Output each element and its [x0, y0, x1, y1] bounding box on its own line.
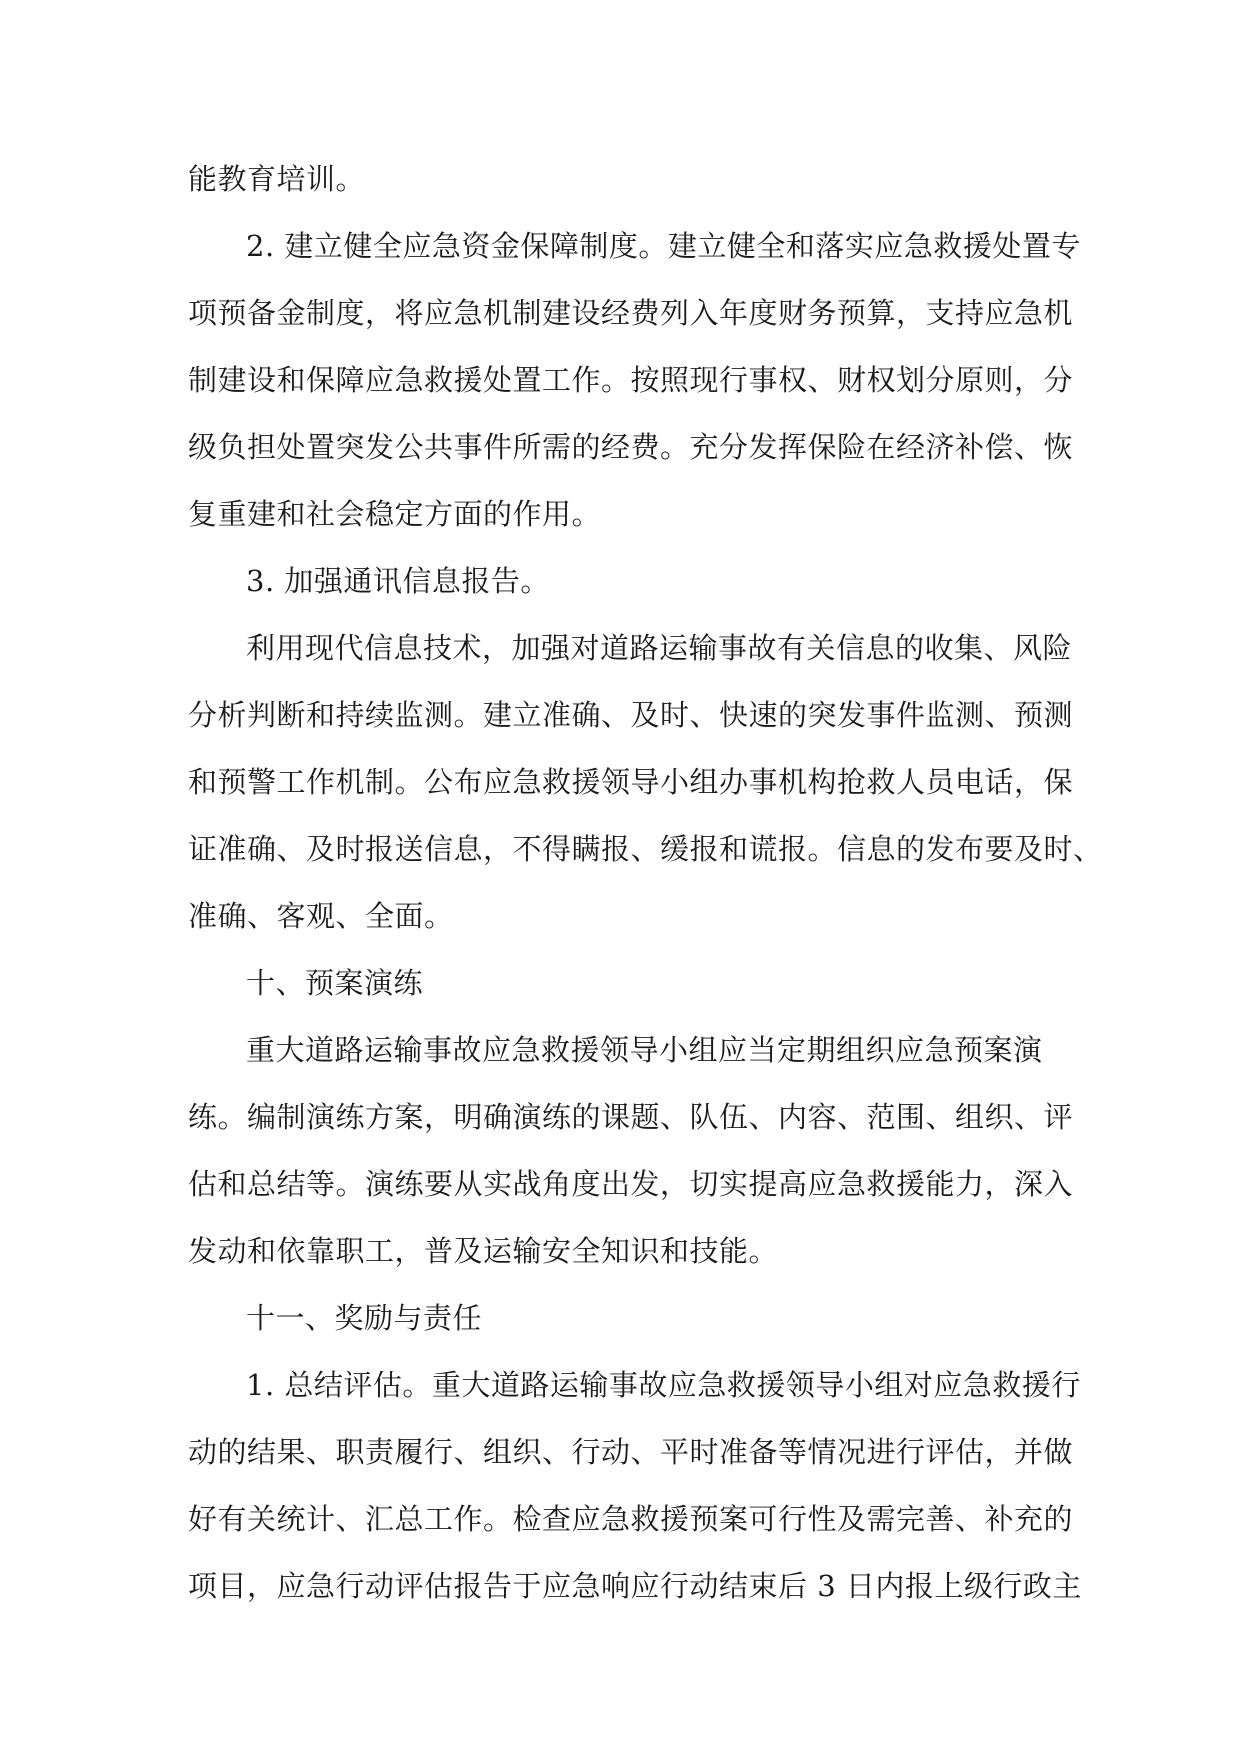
paragraph-1: [188, 146, 1056, 213]
text-line: 分析判断和持续监测。建立准确、及时、快速的突发事件监测、预测: [188, 698, 1074, 732]
section-heading-10: [188, 950, 1056, 1017]
text-line: 准确、客观、全面。: [188, 899, 454, 933]
paragraph-3: [188, 548, 1056, 615]
paragraph-8: [188, 1352, 1082, 1620]
document-body: [188, 146, 1103, 1620]
paragraph-6: [188, 1017, 1074, 1285]
heading-text: 十、预案演练: [246, 966, 424, 1000]
text-line: 复重建和社会稳定方面的作用。: [188, 497, 602, 531]
text-line: 级负担处置突发公共事件所需的经费。充分发挥保险在经济补偿、恢: [188, 430, 1074, 464]
text-line: 2. 建立健全应急资金保障制度。建立健全和落实应急救援处置专: [246, 229, 1081, 263]
text-line: 项目，应急行动评估报告于应急响应行动结束后 3 日内报上级行政主: [188, 1569, 1082, 1603]
section-heading-11: [188, 1285, 1056, 1352]
text-line: 1. 总结评估。重大道路运输事故应急救援领导小组对应急救援行: [246, 1368, 1081, 1402]
heading-text: 十一、奖励与责任: [246, 1301, 483, 1335]
text-line: 重大道路运输事故应急救援领导小组应当定期组织应急预案演: [246, 1033, 1043, 1067]
paragraph-2: [188, 213, 1081, 548]
text-line: 发动和依靠职工，普及运输安全知识和技能。: [188, 1234, 779, 1268]
text-line: 3. 加强通讯信息报告。: [246, 564, 550, 598]
text-line: 能教育培训。: [188, 162, 366, 196]
text-line: 估和总结等。演练要从实战角度出发，切实提高应急救援能力，深入: [188, 1167, 1074, 1201]
text-line: 动的结果、职责履行、组织、行动、平时准备等情况进行评估，并做: [188, 1435, 1074, 1469]
text-line: 证准确、及时报送信息，不得瞒报、缓报和谎报。信息的发布要及时、: [188, 832, 1103, 866]
text-line: 和预警工作机制。公布应急救援领导小组办事机构抢救人员电话，保: [188, 765, 1074, 799]
text-line: 项预备金制度，将应急机制建设经费列入年度财务预算，支持应急机: [188, 296, 1074, 330]
text-line: 好有关统计、汇总工作。检查应急救援预案可行性及需完善、补充的: [188, 1502, 1074, 1536]
text-line: 练。编制演练方案，明确演练的课题、队伍、内容、范围、组织、评: [188, 1100, 1074, 1134]
paragraph-4: [188, 615, 1103, 950]
text-line: 利用现代信息技术，加强对道路运输事故有关信息的收集、风险: [246, 631, 1073, 665]
text-line: 制建设和保障应急救援处置工作。按照现行事权、财权划分原则，分: [188, 363, 1074, 397]
